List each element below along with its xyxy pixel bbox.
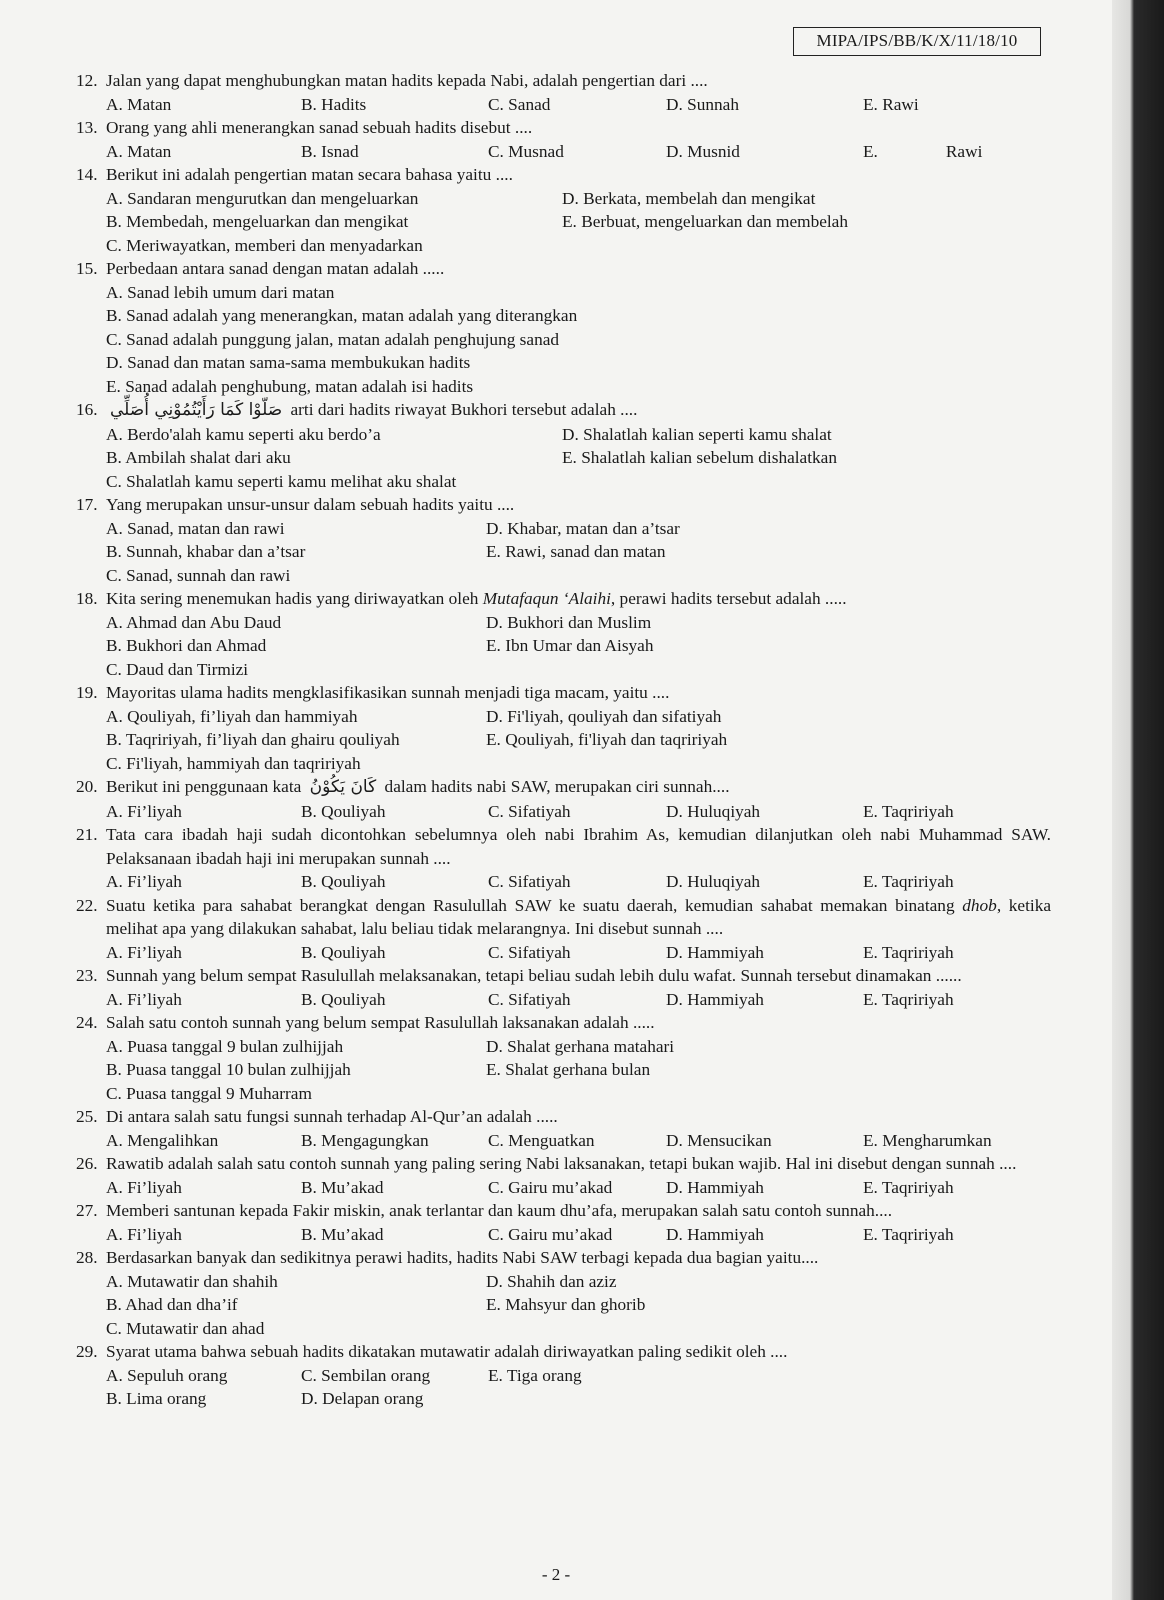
option-b: B. Mengagungkan bbox=[301, 1130, 429, 1150]
option-b: B. Sanad adalah yang menerangkan, matan adalah yang diterangkan bbox=[106, 306, 578, 325]
option-a: A. Sepuluh orang bbox=[106, 1365, 228, 1385]
question-number: 13. bbox=[76, 118, 98, 137]
option-b: B. Membedah, mengeluarkan dan mengikat bbox=[106, 212, 409, 231]
option-c: C. Sifatiyah bbox=[488, 872, 571, 891]
option-d: D. Bukhori dan Muslim bbox=[486, 612, 652, 632]
option-b: B. Hadits bbox=[301, 94, 367, 114]
question-number: 23. bbox=[76, 966, 98, 985]
option-b: B. Ambilah shalat dari aku bbox=[106, 448, 291, 467]
question-term: Mutafaqun ‘Alaihi bbox=[482, 589, 611, 608]
option-e: E. Taqririyah bbox=[863, 801, 954, 821]
option-e: E. Rawi bbox=[863, 94, 919, 114]
option-d: D. Shahih dan aziz bbox=[486, 1271, 617, 1291]
question-number: 19. bbox=[76, 683, 98, 702]
option-e: E. Mengharumkan bbox=[863, 1130, 992, 1150]
option-e: E. Shalatlah kalian sebelum dishalatkan bbox=[562, 448, 837, 467]
option-e: E. Tiga orang bbox=[488, 1365, 582, 1385]
option-a: A. Puasa tanggal 9 bulan zulhijjah bbox=[106, 1036, 344, 1056]
question-12 bbox=[76, 69, 1051, 116]
question-21 bbox=[76, 823, 1051, 894]
question-text: Berikut ini penggunaan kata bbox=[106, 777, 302, 796]
option-d: D. Shalat gerhana matahari bbox=[486, 1036, 675, 1056]
document-code-box: MIPA/IPS/BB/K/X/11/18/10 bbox=[793, 27, 1041, 56]
question-number: 24. bbox=[76, 1013, 98, 1032]
question-text: Rawatib adalah salah satu contoh sunnah yang paling sering Nabi laksanakan, tetapi bukan wajib. Hal ini disebut dengan sunnah .... bbox=[106, 1154, 1017, 1173]
option-d: D. Huluqiyah bbox=[666, 872, 761, 891]
option-a: A. Fi’liyah bbox=[106, 872, 182, 891]
question-28 bbox=[76, 1246, 1051, 1340]
option-a: A. Matan bbox=[106, 141, 172, 161]
question-text: Jalan yang dapat menghubungkan matan hadits kepada Nabi, adalah pengertian dari .... bbox=[106, 71, 708, 90]
question-number: 18. bbox=[76, 589, 98, 608]
question-25 bbox=[76, 1105, 1051, 1152]
option-e: E. Taqririyah bbox=[863, 989, 954, 1009]
option-e: E. Taqririyah bbox=[863, 942, 954, 962]
question-26 bbox=[76, 1152, 1051, 1199]
option-d: D. Musnid bbox=[666, 141, 740, 161]
question-17 bbox=[76, 493, 1051, 587]
question-number: 15. bbox=[76, 259, 98, 278]
option-c: C. Sifatiyah bbox=[488, 989, 571, 1009]
option-e: E. Taqririyah bbox=[863, 872, 954, 891]
option-b: B. Lima orang bbox=[106, 1389, 207, 1408]
question-text-end: , ketika melihat apa yang dilakukan sahabat, lalu beliau tidak melarangnya. Ini disebut sunnah .... bbox=[106, 895, 1051, 938]
option-e: E. Qouliyah, fi'liyah dan taqririyah bbox=[486, 730, 728, 749]
option-b: B. Ahad dan dha’if bbox=[106, 1295, 238, 1314]
option-c: C. Sanad, sunnah dan rawi bbox=[106, 565, 291, 585]
question-number: 28. bbox=[76, 1248, 98, 1267]
question-number: 27. bbox=[76, 1201, 98, 1220]
question-number: 25. bbox=[76, 1107, 98, 1126]
question-text: Berdasarkan banyak dan sedikitnya perawi hadits, hadits Nabi SAW terbagi kepada dua bagian yaitu.... bbox=[106, 1248, 819, 1267]
question-23 bbox=[76, 964, 1051, 1011]
question-text: Suatu ketika para sahabat berangkat dengan Rasulullah SAW ke suatu daerah, kemudian sahabat memakan binatang bbox=[106, 895, 955, 915]
option-a: A. Ahmad dan Abu Daud bbox=[106, 612, 282, 632]
option-c: C. Puasa tanggal 9 Muharram bbox=[106, 1083, 312, 1103]
option-a: A. Fi’liyah bbox=[106, 801, 182, 821]
question-13 bbox=[76, 116, 1051, 163]
option-d: D. Hammiyah bbox=[666, 1177, 764, 1197]
question-text: Kita sering menemukan hadis yang diriwayatkan oleh bbox=[106, 589, 479, 608]
option-e-letter: E. bbox=[863, 141, 878, 161]
option-b: B. Mu’akad bbox=[301, 1224, 384, 1244]
option-c: C. Gairu mu’akad bbox=[488, 1177, 613, 1197]
question-text-end: dalam hadits nabi SAW, merupakan ciri sunnah.... bbox=[384, 777, 730, 796]
option-b: B. Qouliyah bbox=[301, 942, 386, 962]
scan-border-edge bbox=[1112, 0, 1164, 1600]
question-text: Syarat utama bahwa sebuah hadits dikatakan mutawatir adalah diriwayatkan paling sedikit oleh .... bbox=[106, 1342, 788, 1361]
option-b: B. Taqririyah, fi’liyah dan ghairu qouliyah bbox=[106, 730, 400, 749]
option-c: C. Daud dan Tirmizi bbox=[106, 659, 249, 679]
arabic-hadith-text: صَلّوْا كَمَا رَأَيْتُمُوْنِي أُصَلِّي bbox=[110, 400, 283, 420]
question-term: dhob bbox=[962, 895, 997, 915]
question-text: Sunnah yang belum sempat Rasulullah melaksanakan, tetapi beliau sudah lebih dulu wafat. Sunnah tersebut dinamakan ...... bbox=[106, 966, 962, 985]
option-d: D. Hammiyah bbox=[666, 1224, 764, 1244]
option-a: A. Qouliyah, fi’liyah dan hammiyah bbox=[106, 706, 358, 726]
option-a: A. Fi’liyah bbox=[106, 1177, 182, 1197]
option-c: C. Mutawatir dan ahad bbox=[106, 1318, 265, 1338]
question-18 bbox=[76, 587, 1051, 681]
option-a: A. Sanad lebih umum dari matan bbox=[106, 282, 335, 302]
option-a: A. Fi’liyah bbox=[106, 942, 182, 962]
option-e: Rawi bbox=[945, 141, 983, 161]
question-number: 29. bbox=[76, 1342, 98, 1361]
option-e: E. Taqririyah bbox=[863, 1224, 954, 1244]
option-c: C. Meriwayatkan, memberi dan menyadarkan bbox=[106, 235, 423, 255]
question-text: Perbedaan antara sanad dengan matan adalah ..... bbox=[106, 259, 445, 278]
question-number: 20. bbox=[76, 777, 98, 796]
option-b: B. Sunnah, khabar dan a’tsar bbox=[106, 542, 306, 561]
option-d: D. Mensucikan bbox=[666, 1130, 772, 1150]
option-d: D. Hammiyah bbox=[666, 942, 764, 962]
option-e: E. Rawi, sanad dan matan bbox=[486, 542, 666, 561]
question-number: 21. bbox=[76, 825, 98, 844]
option-a: A. Fi’liyah bbox=[106, 1224, 182, 1244]
question-22 bbox=[76, 894, 1051, 965]
option-b: B. Isnad bbox=[301, 141, 359, 161]
option-a: A. Berdo'alah kamu seperti aku berdo’a bbox=[106, 424, 381, 444]
option-b: B. Qouliyah bbox=[301, 872, 386, 891]
option-c: C. Gairu mu’akad bbox=[488, 1224, 613, 1244]
question-19 bbox=[76, 681, 1051, 775]
page-number: - 2 - bbox=[541, 1565, 571, 1584]
option-e: E. Berbuat, mengeluarkan dan membelah bbox=[562, 212, 848, 231]
option-d: D. Huluqiyah bbox=[666, 801, 761, 821]
question-text: Tata cara ibadah haji sudah dicontohkan sebelumnya oleh nabi Ibrahim As, kemudian dilanjutkan oleh nabi Muhammad SAW. Pelaksanaan ibadah haji ini merupakan sunnah .... bbox=[106, 825, 1051, 868]
option-c: C. Menguatkan bbox=[488, 1130, 595, 1150]
option-d: D. Hammiyah bbox=[666, 989, 764, 1009]
option-e: E. Shalat gerhana bulan bbox=[486, 1060, 651, 1079]
option-b: B. Qouliyah bbox=[301, 989, 386, 1009]
option-d: D. Sanad dan matan sama-sama membukukan hadits bbox=[106, 353, 471, 372]
question-text-end: , perawi hadits tersebut adalah ..... bbox=[610, 589, 847, 608]
question-27 bbox=[76, 1199, 1051, 1246]
option-e: E. Ibn Umar dan Aisyah bbox=[486, 636, 654, 655]
question-number: 17. bbox=[76, 495, 98, 514]
question-text: Orang yang ahli menerangkan sanad sebuah hadits disebut .... bbox=[106, 118, 533, 137]
question-text: Di antara salah satu fungsi sunnah terhadap Al-Qur’an adalah ..... bbox=[106, 1107, 558, 1126]
question-number: 22. bbox=[76, 895, 98, 915]
option-d: D. Khabar, matan dan a’tsar bbox=[486, 518, 680, 538]
question-14 bbox=[76, 163, 1051, 257]
option-d: D. Delapan orang bbox=[301, 1389, 424, 1408]
option-c: C. Sifatiyah bbox=[488, 942, 571, 962]
arabic-word: كَانَ يَكُوْنُ bbox=[309, 777, 377, 797]
question-text: Mayoritas ulama hadits mengklasifikasikan sunnah menjadi tiga macam, yaitu .... bbox=[106, 683, 670, 702]
question-text: Memberi santunan kepada Fakir miskin, anak terlantar dan kaum dhu’afa, merupakan salah satu contoh sunnah.... bbox=[106, 1201, 893, 1220]
question-16 bbox=[76, 398, 1051, 493]
question-number: 26. bbox=[76, 1154, 98, 1173]
question-list bbox=[76, 69, 1051, 1411]
option-b: B. Qouliyah bbox=[301, 801, 386, 821]
option-c: C. Shalatlah kamu seperti kamu melihat aku shalat bbox=[106, 471, 457, 491]
option-a: A. Sandaran mengurutkan dan mengeluarkan bbox=[106, 188, 419, 208]
question-text: arti dari hadits riwayat Bukhori tersebut adalah .... bbox=[290, 400, 638, 419]
question-text: Salah satu contoh sunnah yang belum sempat Rasulullah laksanakan adalah ..... bbox=[106, 1013, 655, 1032]
option-d: D. Shalatlah kalian seperti kamu shalat bbox=[562, 424, 832, 444]
option-b: B. Bukhori dan Ahmad bbox=[106, 636, 267, 655]
question-text: Yang merupakan unsur-unsur dalam sebuah hadits yaitu .... bbox=[106, 495, 515, 514]
question-29 bbox=[76, 1340, 1051, 1411]
question-20 bbox=[76, 775, 1051, 823]
option-a: A. Sanad, matan dan rawi bbox=[106, 518, 285, 538]
option-c: C. Sanad bbox=[488, 94, 551, 114]
option-a: A. Mengalihkan bbox=[106, 1130, 219, 1150]
option-d: D. Sunnah bbox=[666, 94, 739, 114]
question-number: 14. bbox=[76, 165, 98, 184]
question-number: 16. bbox=[76, 400, 98, 419]
option-e: E. Sanad adalah penghubung, matan adalah isi hadits bbox=[106, 376, 474, 396]
question-24 bbox=[76, 1011, 1051, 1105]
option-a: A. Mutawatir dan shahih bbox=[106, 1271, 278, 1291]
option-a: A. Matan bbox=[106, 94, 172, 114]
question-text: Berikut ini adalah pengertian matan secara bahasa yaitu .... bbox=[106, 165, 513, 184]
option-d: D. Fi'liyah, qouliyah dan sifatiyah bbox=[486, 706, 722, 726]
option-c: C. Sembilan orang bbox=[301, 1365, 431, 1385]
option-c: C. Musnad bbox=[488, 141, 564, 161]
option-c: C. Sanad adalah punggung jalan, matan adalah penghujung sanad bbox=[106, 329, 560, 349]
question-15 bbox=[76, 257, 1051, 398]
option-e: E. Mahsyur dan ghorib bbox=[486, 1295, 646, 1314]
option-c: C. Sifatiyah bbox=[488, 801, 571, 821]
option-e: E. Taqririyah bbox=[863, 1177, 954, 1197]
option-d: D. Berkata, membelah dan mengikat bbox=[562, 188, 816, 208]
option-a: A. Fi’liyah bbox=[106, 989, 182, 1009]
option-b: B. Puasa tanggal 10 bulan zulhijjah bbox=[106, 1060, 351, 1079]
question-number: 12. bbox=[76, 71, 98, 90]
option-c: C. Fi'liyah, hammiyah dan taqririyah bbox=[106, 753, 361, 773]
option-b: B. Mu’akad bbox=[301, 1177, 384, 1197]
